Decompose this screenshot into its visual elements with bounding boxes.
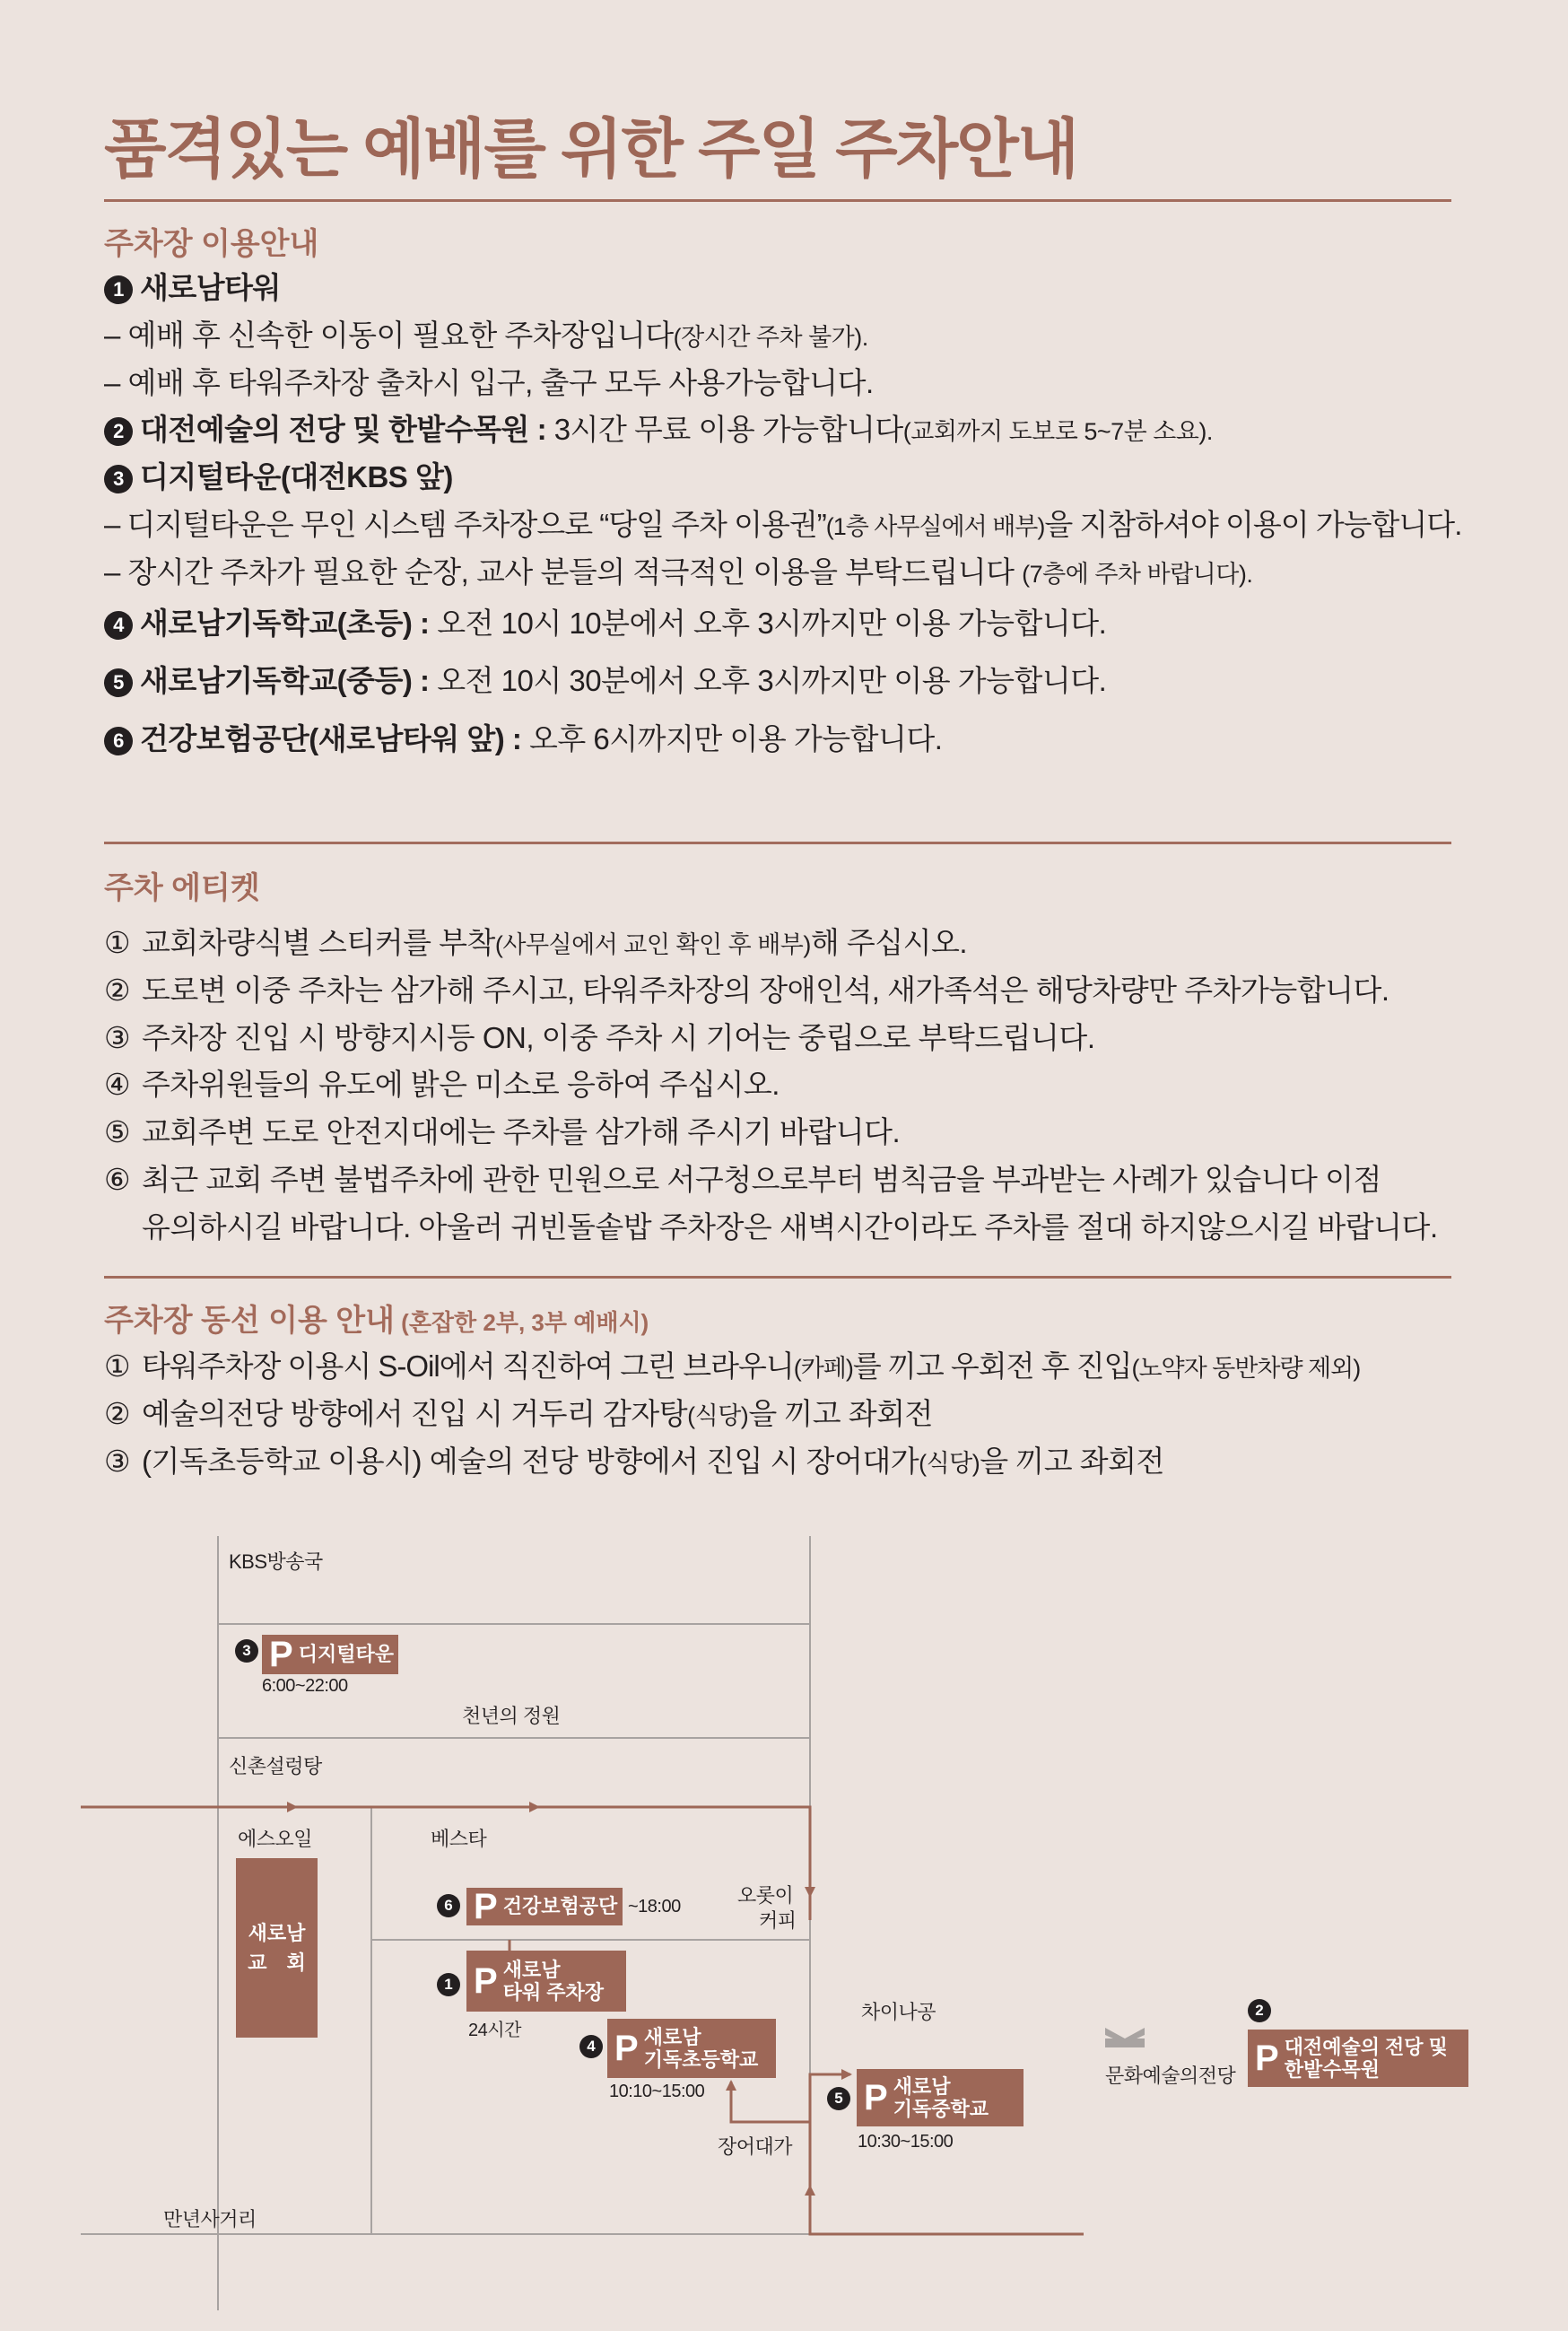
label-vesta: 베스타: [431, 1828, 487, 1850]
parking-guide-list: [104, 265, 1485, 764]
route-arrow-eel: [731, 2082, 810, 2122]
tower-note-1: [104, 312, 1485, 360]
route-arrow-up: [810, 2187, 1084, 2234]
label-crossroad: 만년사거리: [163, 2208, 257, 2231]
item-text: (기독초등학교 이용시) 예술의 전당 방향에서 진입 시 장어대가: [142, 1444, 919, 1478]
item-number: ②: [104, 1396, 131, 1430]
etiquette-heading: 주차 에티켓: [104, 871, 260, 905]
map-badge-5: 5: [827, 2087, 850, 2110]
item-text: 도로변 이중 주차는 삼가해 주시고, 타워주차장의 장애인석, 새가족석은 해당차량만 주차가능합니다.: [142, 973, 1389, 1007]
item-number: ③: [104, 1020, 131, 1054]
route-heading-small: (혼잡한 2부, 3부 예배시): [394, 1309, 649, 1336]
digital-name: 디지털타운(대전KBS 앞): [140, 460, 453, 494]
route-item: [104, 1391, 1485, 1438]
digital-note-small: (7층에 주차 바랍니다).: [1022, 560, 1253, 588]
parking-p-icon: P: [474, 1887, 498, 1926]
page-title: 품격있는 예배를 위한 주일 주차안내: [104, 114, 1078, 186]
map-badge-6: 6: [437, 1894, 460, 1917]
tower-note-text: – 예배 후 신속한 이동이 필요한 주차장입니다: [104, 318, 674, 352]
middle-text: 오전 10시 30분에서 오후 3시까지만 이용 가능합니다.: [429, 664, 1107, 698]
item-text: 주차장 진입 시 방향지시등 ON, 이중 주차 시 기어는 중립으로 부탁드립니다.: [142, 1020, 1095, 1054]
map-parking-elementary: [607, 2019, 776, 2078]
digital-note-small: (1층 사무실에서 배부): [825, 512, 1045, 540]
divider: [104, 1276, 1451, 1279]
item-text: 예술의전당 방향에서 진입 시 거두리 감자탕: [142, 1396, 688, 1430]
map-parking-digital: [262, 1635, 398, 1674]
parking-map: [0, 1525, 1568, 2331]
parking-p-icon: P: [474, 1961, 498, 2001]
middle-name: 새로남기독학교(중등) :: [140, 664, 430, 698]
parking-name: [1285, 2036, 1448, 2082]
number-badge: 2: [104, 417, 133, 446]
divider: [104, 199, 1451, 202]
tower-title: [104, 265, 1485, 312]
health-hours: ~18:00: [628, 1897, 681, 1916]
elementary-hours: 10:10~15:00: [609, 2082, 705, 2101]
number-badge: 1: [104, 275, 133, 304]
item-small: (카페): [793, 1355, 853, 1382]
map-badge-2: 2: [1248, 1999, 1271, 2022]
middle-line: [104, 658, 1485, 705]
middle-hours: 10:30~15:00: [858, 2132, 954, 2152]
item-small: (노약자 동반차량 제외): [1131, 1355, 1361, 1382]
elem-line: [104, 600, 1485, 648]
parking-p-icon: P: [1255, 2039, 1279, 2078]
label-eel-restaurant: 장어대가: [718, 2135, 793, 2158]
item-text: 을 끼고 좌회전: [980, 1444, 1164, 1478]
church-building: [236, 1858, 318, 2038]
item-text: 교회차량식별 스티커를 부착: [142, 926, 495, 959]
parking-p-icon: P: [864, 2078, 888, 2117]
route-item: [104, 1438, 1485, 1486]
map-parking-arts: [1248, 2030, 1468, 2087]
route-item: [104, 1343, 1485, 1391]
etiquette-item: [104, 1157, 1485, 1204]
etiquette-item: [104, 920, 1485, 967]
digital-title: [104, 454, 1485, 502]
parking-p-icon: P: [269, 1635, 293, 1674]
parking-name: [503, 1959, 604, 2004]
label-kbs: KBS방송국: [229, 1550, 323, 1573]
label-coffee-1: 오롯이: [737, 1884, 794, 1907]
item-number: ⑥: [104, 1162, 131, 1196]
number-badge: 5: [104, 668, 133, 697]
parking-name: 건강보험공단: [502, 1895, 618, 1918]
digital-note-text: 을 지참하셔야 이용이 가능합니다.: [1044, 507, 1462, 541]
number-badge: 3: [104, 465, 133, 493]
route-list: [104, 1343, 1485, 1485]
tower-hours: 24시간: [468, 2021, 521, 2040]
elem-name: 새로남기독학교(초등) :: [140, 606, 430, 640]
arts-text: 3시간 무료 이용 가능합니다: [546, 413, 903, 447]
parking-name-line1: 대전예술의 전당 및: [1284, 2035, 1448, 2058]
item-small: (사무실에서 교인 확인 후 배부): [494, 931, 811, 958]
map-badge-3: 3: [235, 1639, 258, 1663]
parking-name: [893, 2075, 989, 2121]
item-text: 주차위원들의 유도에 밝은 미소로 응하여 주십시오.: [142, 1068, 780, 1102]
health-line: [104, 716, 1485, 764]
etiquette-list: [104, 920, 1485, 1252]
digital-note-1: [104, 502, 1485, 549]
arts-line: [104, 406, 1485, 454]
parking-name: [644, 2026, 759, 2072]
parking-name-line2: 기독초등학교: [643, 2048, 759, 2071]
tower-note-2: – 예배 후 타워주차장 출차시 입구, 출구 모두 사용가능합니다.: [104, 365, 874, 399]
parking-name-line1: 새로남: [893, 2074, 951, 2098]
map-parking-health: [466, 1888, 623, 1925]
map-badge-4: 4: [579, 2035, 603, 2058]
label-coffee-2: 커피: [759, 1909, 797, 1932]
map-parking-middle: [857, 2069, 1024, 2126]
tower-note-small: (장시간 주차 불가).: [673, 323, 868, 351]
item-number: ①: [104, 926, 131, 959]
etiquette-item-continued: 유의하시길 바랍니다. 아울러 귀빈돌솥밥 주차장은 새벽시간이라도 주차를 절대 하지않으시길 바랍니다.: [142, 1209, 1438, 1244]
arts-small: (교회까지 도보로 5~7분 소요).: [902, 418, 1213, 446]
church-label: 새로남 교 회: [248, 1922, 306, 1974]
item-number: ②: [104, 973, 131, 1007]
etiquette-item: [104, 1109, 1485, 1157]
item-small: (식당): [687, 1401, 749, 1429]
health-text: 오후 6시까지만 이용 가능합니다.: [521, 722, 943, 756]
parking-name-line2: 한밭수목원: [1284, 2058, 1380, 2081]
item-text: 을 끼고 좌회전: [748, 1396, 933, 1430]
arts-center-icon: [1105, 2028, 1145, 2047]
map-parking-tower: [466, 1951, 626, 2012]
label-arts-center: 문화예술의전당: [1105, 2065, 1236, 2087]
item-number: ③: [104, 1444, 131, 1478]
map-badge-1: 1: [437, 1973, 460, 1996]
tower-name: 새로남타워: [140, 271, 281, 304]
item-number: ⑤: [104, 1115, 131, 1149]
digital-note-text: – 디지털타운은 무인 시스템 주차장으로 “당일 주차 이용권”: [104, 507, 826, 541]
item-small: (식당): [919, 1449, 980, 1477]
number-badge: 4: [104, 611, 133, 640]
item-text: 최근 교회 주변 불법주차에 관한 민원으로 서구청으로부터 범칙금을 부과받는 사례가 있습니다 이점: [142, 1162, 1381, 1196]
health-name: 건강보험공단(새로남타워 앞) :: [140, 722, 522, 756]
etiquette-item: [104, 1061, 1485, 1109]
parking-name: 디지털타운: [298, 1643, 394, 1666]
parking-name-line2: 기독중학교: [893, 2098, 989, 2120]
parking-guide-heading: 주차장 이용안내: [104, 227, 319, 261]
item-text: 교회주변 도로 안전지대에는 주차를 삼가해 주시기 바랍니다.: [142, 1115, 901, 1149]
divider: [104, 842, 1451, 844]
parking-name-line1: 새로남: [502, 1958, 561, 1981]
item-number: ④: [104, 1068, 131, 1102]
route-heading: [104, 1296, 649, 1340]
parking-p-icon: P: [614, 2029, 639, 2068]
label-soil: 에스오일: [238, 1828, 313, 1850]
etiquette-item: [104, 1015, 1485, 1062]
etiquette-item: [104, 967, 1485, 1015]
digital-note-2: [104, 549, 1485, 597]
parking-name-line1: 새로남: [643, 2025, 701, 2048]
arts-name: 대전예술의 전당 및 한밭수목원 :: [140, 413, 547, 447]
label-garden: 천년의 정원: [462, 1705, 561, 1727]
route-heading-text: 주차장 동선 이용 안내: [104, 1304, 395, 1338]
number-badge: 6: [104, 727, 133, 755]
label-china: 차이나공: [861, 2001, 936, 2023]
label-seolleongtang: 신촌설렁탕: [229, 1755, 322, 1777]
item-number: ①: [104, 1349, 130, 1383]
digital-note-text: – 장시간 주차가 필요한 순장, 교사 분들의 적극적인 이용을 부탁드립니다: [104, 554, 1023, 589]
parking-name-line2: 타워 주차장: [502, 1981, 605, 2004]
item-text: 를 끼고 우회전 후 진입: [852, 1349, 1132, 1383]
item-text: 타워주차장 이용시 S-Oil에서 직진하여 그린 브라우니: [142, 1349, 794, 1383]
digital-hours: 6:00~22:00: [262, 1676, 348, 1696]
elem-text: 오전 10시 10분에서 오후 3시까지만 이용 가능합니다.: [429, 606, 1107, 640]
item-text: 해 주십시오.: [810, 926, 968, 959]
